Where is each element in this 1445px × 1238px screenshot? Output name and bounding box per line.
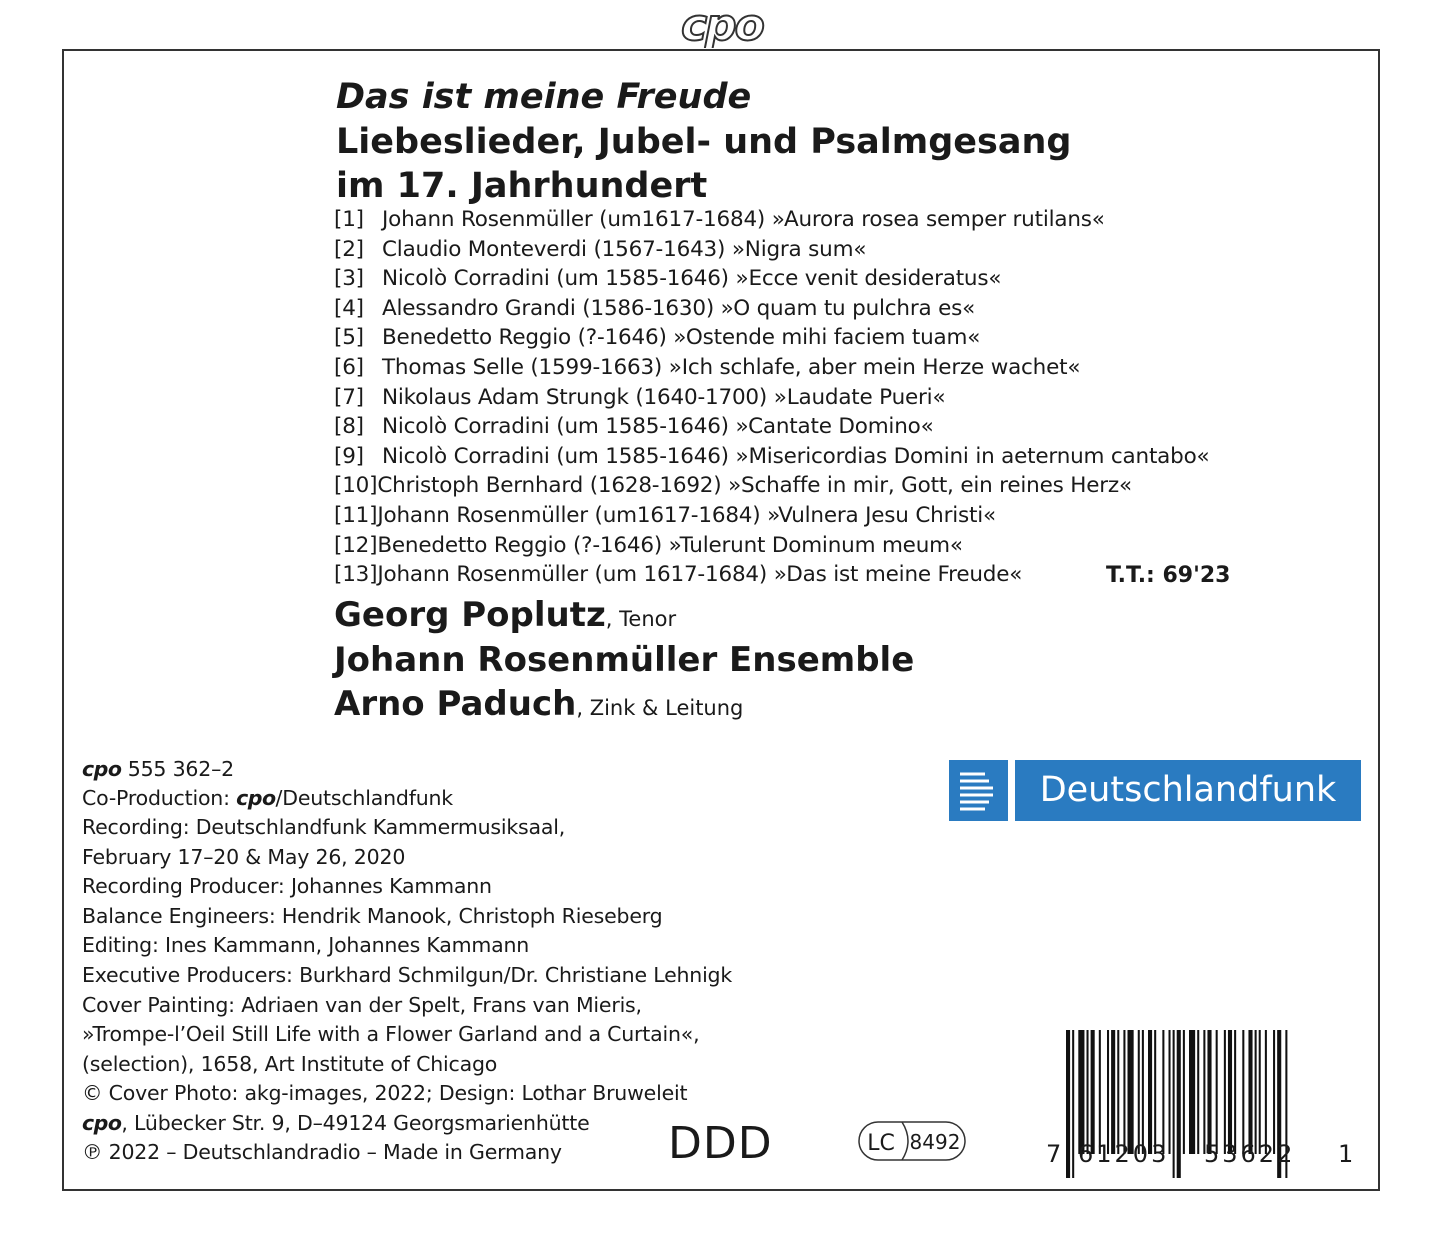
track-title: Johann Rosenmüller (um1617-1684) »Aurora rosea semper rutilans«	[382, 207, 1105, 232]
track-row	[334, 473, 1132, 498]
track-title: Nicolò Corradini (um 1585-1646) »Cantate Domino«	[382, 414, 934, 440]
artist-ensemble	[334, 640, 914, 680]
track-row	[334, 562, 1022, 587]
barcode-bar	[1197, 1030, 1199, 1154]
credit-line: February 17–20 & May 26, 2020	[82, 844, 406, 869]
barcode-bar	[1207, 1030, 1211, 1154]
artist-name: Georg Poplutz	[334, 595, 606, 635]
track-title: Claudio Monteverdi (1567-1643) »Nigra sum«	[382, 236, 867, 262]
barcode-bar	[1078, 1030, 1084, 1154]
deutschlandfunk-logo-text: Deutschlandfunk	[1015, 760, 1361, 821]
album-subtitle-line1: Liebeslieder, Jubel- und Psalmgesang	[336, 122, 1072, 162]
track-row	[334, 503, 996, 528]
track-number: [3]	[334, 266, 364, 292]
barcode-bar	[1265, 1030, 1267, 1154]
track-number: [5]	[334, 325, 364, 351]
barcode-bar	[1091, 1030, 1095, 1154]
track-number: [13]	[334, 562, 378, 588]
barcode-bar	[1087, 1030, 1089, 1154]
barcode-bar	[1228, 1030, 1232, 1154]
artist-name: Johann Rosenmüller Ensemble	[334, 640, 915, 680]
barcode-bar	[1148, 1030, 1152, 1154]
track-title: Benedetto Reggio (?-1646) »Tulerunt Dominum meum«	[377, 532, 963, 558]
barcode-bar	[1169, 1030, 1171, 1154]
barcode-bar	[1072, 1030, 1074, 1178]
credit-line: © Cover Photo: akg-images, 2022; Design: Lothar Bruweleit	[82, 1081, 688, 1106]
track-title: Benedetto Reggio (?-1646) »Ostende mihi faciem tuam«	[382, 325, 981, 351]
track-title: Nicolò Corradini (um 1585-1646) »Ecce venit desideratus«	[382, 266, 1002, 292]
recording-format: DDD	[668, 1118, 773, 1169]
svg-text:cpo: cpo	[681, 2, 763, 48]
artist-role: , Tenor	[605, 607, 677, 631]
credit-line: Editing: Ines Kammann, Johannes Kammann	[82, 933, 530, 958]
barcode-bar	[1259, 1030, 1261, 1154]
track-number: [7]	[334, 384, 364, 410]
barcode-bar	[1203, 1030, 1205, 1154]
album-title: Das ist meine Freude	[336, 77, 752, 117]
coproduction-suffix: /Deutschlandfunk	[275, 786, 453, 810]
address-line	[82, 1111, 590, 1135]
catalog-number	[82, 757, 234, 781]
cpo-brand: cpo	[82, 757, 122, 781]
track-number: [1]	[334, 207, 364, 232]
catalog-number-text: 555 362–2	[121, 757, 235, 781]
barcode-bar	[1183, 1030, 1185, 1154]
barcode-bar	[1128, 1030, 1134, 1154]
credit-line: Executive Producers: Burkhard Schmilgun/Dr. Christiane Lehnigk	[82, 963, 733, 987]
deutschlandfunk-icon	[949, 760, 1008, 821]
barcode-bar	[1117, 1030, 1119, 1154]
track-title: Nicolò Corradini (um 1585-1646) »Misericordias Domini in aeternum cantabo«	[382, 443, 1210, 469]
artist-conductor	[334, 684, 743, 724]
credit-line: Recording: Deutschlandfunk Kammermusiksaal,	[82, 815, 566, 839]
barcode-bar	[1234, 1030, 1236, 1154]
cpo-logo	[662, 2, 782, 48]
track-title: Johann Rosenmüller (um 1617-1684) »Das ist meine Freude«	[377, 562, 1023, 588]
label-code-number: 8492	[909, 1130, 961, 1154]
label-code-prefix: LC	[867, 1131, 895, 1156]
track-row	[334, 237, 866, 262]
track-title: Johann Rosenmüller (um1617-1684) »Vulnera Jesu Christi«	[377, 503, 996, 528]
album-subtitle-line2: im 17. Jahrhundert	[336, 166, 708, 206]
barcode-bar	[1242, 1030, 1244, 1154]
track-number: [10]	[334, 473, 378, 499]
track-number: [11]	[334, 503, 378, 528]
label-code-icon	[858, 1119, 970, 1165]
barcode-bar	[1224, 1030, 1226, 1154]
cpo-brand: cpo	[82, 1111, 122, 1135]
artist-tenor	[334, 595, 676, 635]
total-time: T.T.: 69'23	[1106, 563, 1231, 588]
barcode-digits-right: 53622	[1204, 1140, 1296, 1168]
track-row	[334, 296, 975, 321]
track-number: [6]	[334, 355, 364, 380]
barcode-bar	[1177, 1030, 1181, 1178]
track-number: [8]	[334, 414, 364, 440]
barcode-bar	[1099, 1030, 1101, 1154]
barcode-bar	[1273, 1030, 1275, 1154]
barcode-bar	[1138, 1030, 1140, 1154]
track-title: Christoph Bernhard (1628-1692) »Schaffe in mir, Gott, ein reines Herz«	[377, 473, 1132, 499]
track-row	[334, 414, 934, 439]
track-number: [4]	[334, 295, 364, 321]
barcode-bar	[1248, 1030, 1252, 1154]
cpo-brand: cpo	[236, 786, 276, 810]
copyright-line: ℗ 2022 – Deutschlandradio – Made in Germany	[82, 1140, 562, 1164]
track-number: [12]	[334, 532, 378, 558]
barcode-bar	[1123, 1030, 1125, 1154]
artist-name: Arno Paduch	[334, 684, 577, 724]
barcode-bar	[1154, 1030, 1156, 1154]
track-row	[334, 207, 1105, 232]
credit-line: »Trompe-l’Oeil Still Life with a Flower Garland and a Curtain«,	[82, 1022, 700, 1047]
track-number: [2]	[334, 236, 364, 262]
barcode-bar	[1111, 1030, 1115, 1154]
barcode-bar	[1107, 1030, 1109, 1154]
track-number: [9]	[334, 443, 364, 469]
credit-line: (selection), 1658, Art Institute of Chicago	[82, 1051, 498, 1076]
barcode-bar	[1173, 1030, 1175, 1178]
credit-line: Cover Painting: Adriaen van der Spelt, Frans van Mieris,	[82, 992, 642, 1017]
barcode-digit-first: 7	[1046, 1140, 1062, 1168]
barcode-bar	[1162, 1030, 1164, 1154]
track-row	[334, 533, 963, 558]
barcode-digit-last: 1	[1338, 1140, 1354, 1168]
barcode-bar	[1255, 1030, 1257, 1154]
track-row	[334, 355, 1080, 380]
track-row	[334, 325, 980, 350]
artist-role: , Zink & Leitung	[576, 696, 744, 720]
coproduction-line	[82, 786, 453, 810]
barcode-digits-left: 61203	[1078, 1140, 1170, 1168]
barcode-bar	[1066, 1030, 1070, 1178]
address-text: , Lübecker Str. 9, D–49124 Georgsmarienhütte	[121, 1111, 590, 1135]
track-title: Thomas Selle (1599-1663) »Ich schlafe, aber mein Herze wachet«	[382, 355, 1081, 380]
coproduction-prefix: Co-Production:	[82, 786, 237, 810]
track-row	[334, 444, 1210, 469]
track-title: Alessandro Grandi (1586-1630) »O quam tu pulchra es«	[382, 295, 976, 321]
track-title: Nikolaus Adam Strungk (1640-1700) »Laudate Pueri«	[382, 384, 946, 410]
credit-line: Recording Producer: Johannes Kammann	[82, 874, 492, 899]
barcode-bar	[1216, 1030, 1218, 1154]
track-row	[334, 266, 1001, 291]
barcode-bar	[1142, 1030, 1144, 1154]
track-row	[334, 385, 945, 410]
credit-line: Balance Engineers: Hendrik Manook, Christoph Rieseberg	[82, 903, 663, 928]
barcode-bar	[1189, 1030, 1195, 1154]
